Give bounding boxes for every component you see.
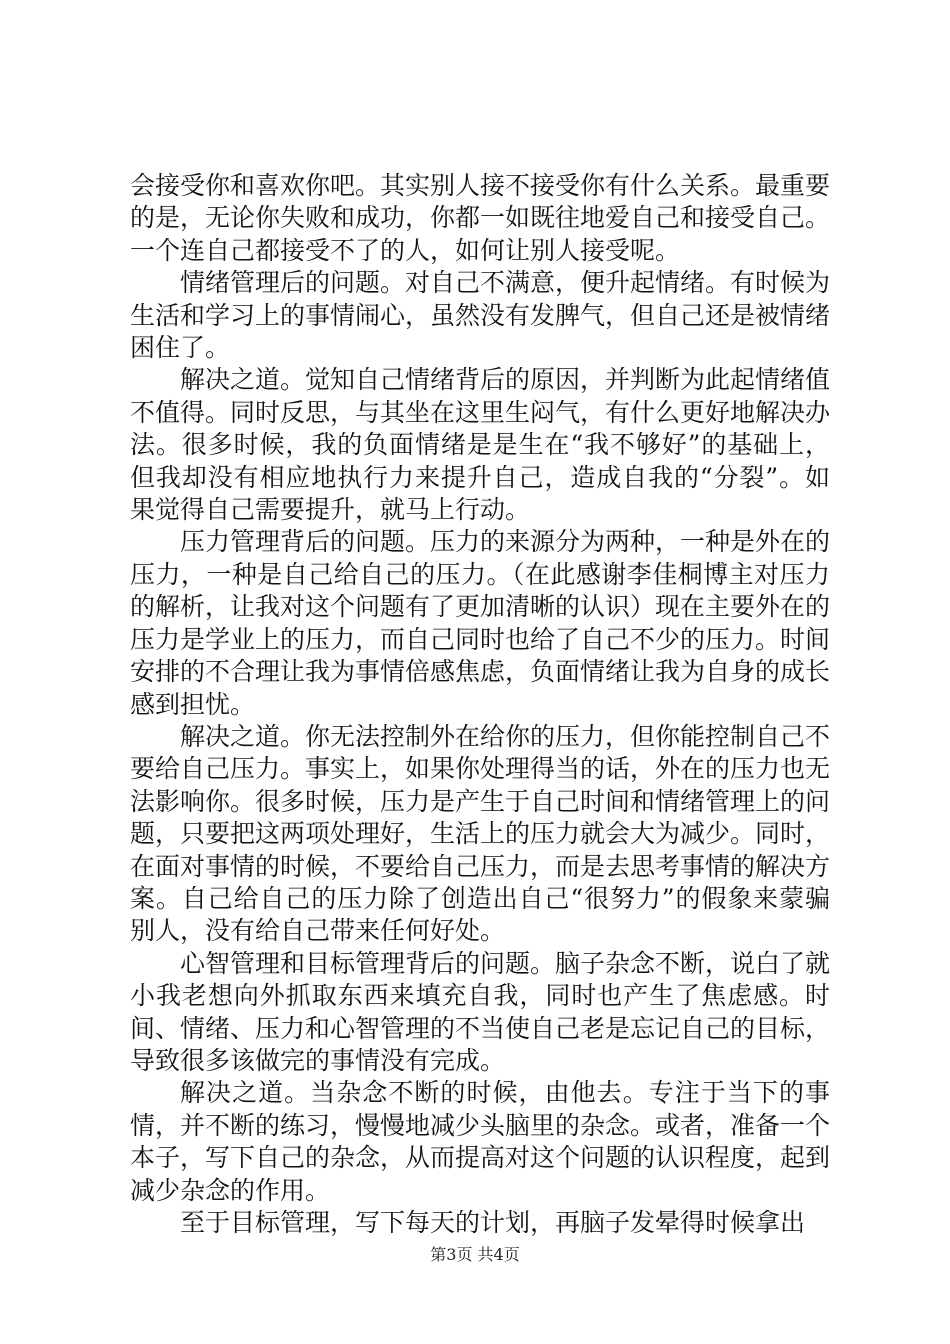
paragraph-pressure-problem: 压力管理背后的问题。压力的来源分为两种，一种是外在的压力，一种是自己给自己的压力。（在此感谢李佳桐博主对压力的解析，让我对这个问题有了更加清晰的认识）现在主要外在的压力是学业上的压力，而自己同时也给了自己不少的压力。时间安排的不合理让我为事情倍感焦虑，负面情绪让我为自身的成长感到担忧。 (130, 527, 831, 719)
paragraph-continued: 会接受你和喜欢你吧。其实别人接不接受你有什么关系。最重要的是，无论你失败和成功，你都一如既往地爱自己和接受自己。一个连自己都接受不了的人，如何让别人接受呢。 (130, 171, 831, 265)
document-body (130, 170, 830, 1239)
paragraph-mind-solution: 解决之道。当杂念不断的时候，由他去。专注于当下的事情，并不断的练习，慢慢地减少头脑里的杂念。或者，准备一个本子，写下自己的杂念，从而提高对这个问题的认识程度，起到减少杂念的作用。 (130, 1078, 831, 1205)
paragraph-emotion-problem: 情绪管理后的问题。对自己不满意，便升起情绪。有时候为生活和学习上的事情闹心，虽然没有发脾气，但自己还是被情绪困住了。 (130, 268, 831, 363)
paragraph-emotion-solution: 解决之道。觉知自己情绪背后的原因，并判断为此起情绪值不值得。同时反思，与其坐在这里生闷气，有什么更好地解决办法。很多时候，我的负面情绪是是生在“我不够好”的基础上，但我却没有相应地执行力来提升自己，造成自我的“分裂”。如果觉得自己需要提升，就马上行动。 (130, 365, 831, 525)
paragraph-goal-management: 至于目标管理，写下每天的计划，再脑子发晕得时候拿出 (180, 1208, 806, 1237)
paragraph-pressure-solution: 解决之道。你无法控制外在给你的压力，但你能控制自己不要给自己压力。事实上，如果你处理得当的话，外在的压力也无法影响你。很多时候，压力是产生于自己时间和情绪管理上的问题，只要把这两项处理好，生活上的压力就会大为减少。同时，在面对事情的时候，不要给自己压力，而是去思考事情的解决方案。自己给自己的压力除了创造出自己“很努力”的假象来蒙骗别人，没有给自己带来任何好处。 (130, 721, 831, 946)
paragraph-mind-goal-problem: 心智管理和目标管理背后的问题。脑子杂念不断，说白了就小我老想向外抓取东西来填充自我，同时也产生了焦虑感。时间、情绪、压力和心智管理的不当使自己老是忘记自己的目标，导致很多该做完的事情没有完成。 (130, 948, 831, 1075)
page-footer: 第3页 共4页 (430, 1245, 520, 1264)
